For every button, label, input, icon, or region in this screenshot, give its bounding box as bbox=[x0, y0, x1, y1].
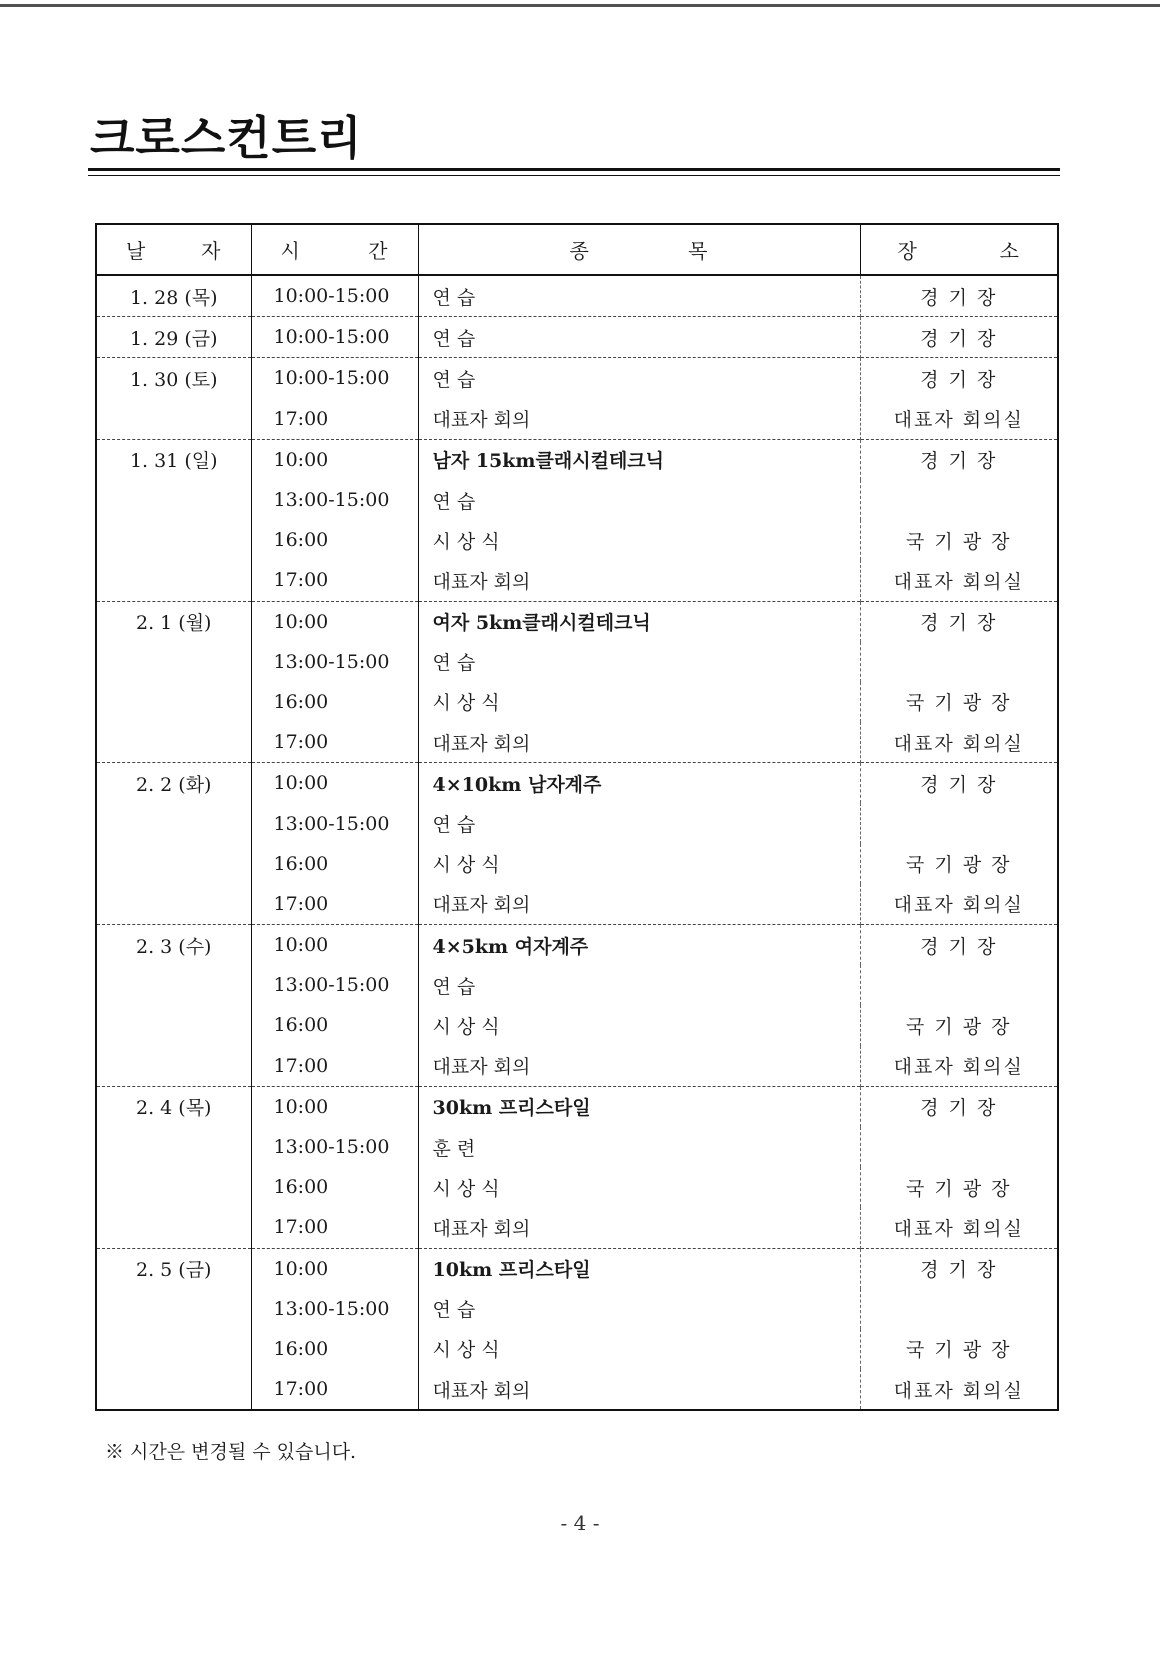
table-row bbox=[96, 358, 1058, 399]
row-time: 10:00-15:00 bbox=[251, 275, 418, 317]
row-event: 남자 15km클래시컬테크닉 bbox=[418, 439, 860, 480]
table-row bbox=[96, 439, 1058, 480]
row-place: 경 기 장 bbox=[860, 317, 1058, 358]
table-row bbox=[96, 1289, 1058, 1329]
row-event: 대표자 회의 bbox=[418, 1046, 860, 1087]
row-event: 대표자 회의 bbox=[418, 399, 860, 440]
row-time: 17:00 bbox=[251, 884, 418, 925]
row-event: 시 상 식 bbox=[418, 1005, 860, 1045]
row-date bbox=[96, 1167, 251, 1207]
row-time: 16:00 bbox=[251, 520, 418, 560]
table-row bbox=[96, 1046, 1058, 1087]
page-number: - 4 - bbox=[560, 1511, 600, 1535]
table-row bbox=[96, 1329, 1058, 1369]
header-date bbox=[96, 224, 251, 275]
row-place: 국 기 광 장 bbox=[905, 854, 1012, 877]
row-date: 2. 4 (목) bbox=[96, 1086, 251, 1127]
table-row bbox=[96, 642, 1058, 682]
row-date bbox=[96, 1207, 251, 1248]
table-row bbox=[96, 1207, 1058, 1248]
row-date bbox=[96, 642, 251, 682]
row-event: 10km 프리스타일 bbox=[418, 1248, 860, 1289]
row-event: 대표자 회의 bbox=[418, 722, 860, 763]
row-time: 17:00 bbox=[251, 560, 418, 601]
row-place bbox=[860, 1289, 1058, 1329]
row-date bbox=[96, 1329, 251, 1369]
row-date bbox=[96, 520, 251, 560]
row-date bbox=[96, 884, 251, 925]
table-row bbox=[96, 480, 1058, 520]
row-date: 2. 5 (금) bbox=[96, 1248, 251, 1289]
row-event: 30km 프리스타일 bbox=[418, 1086, 860, 1127]
row-place: 경 기 장 bbox=[860, 925, 1058, 966]
table-row bbox=[96, 844, 1058, 884]
row-place: 경 기 장 bbox=[860, 439, 1058, 480]
row-date bbox=[96, 722, 251, 763]
row-event: 대표자 회의 bbox=[418, 560, 860, 601]
row-date bbox=[96, 1046, 251, 1087]
header-time-char-1: 시 bbox=[280, 239, 301, 263]
row-place: 경 기 장 bbox=[860, 1086, 1058, 1127]
row-place bbox=[860, 480, 1058, 520]
row-event: 대표자 회의 bbox=[418, 884, 860, 925]
row-event: 대표자 회의 bbox=[418, 1369, 860, 1410]
row-date bbox=[96, 1369, 251, 1410]
row-date: 1. 30 (토) bbox=[96, 358, 251, 399]
row-date: 1. 28 (목) bbox=[96, 275, 251, 317]
row-date: 2. 3 (수) bbox=[96, 925, 251, 966]
schedule-table bbox=[95, 223, 1059, 1411]
table-row bbox=[96, 1005, 1058, 1045]
row-event: 연 습 bbox=[418, 642, 860, 682]
row-date bbox=[96, 560, 251, 601]
row-time: 16:00 bbox=[251, 1005, 418, 1045]
row-event: 연 습 bbox=[418, 480, 860, 520]
row-date bbox=[96, 480, 251, 520]
row-time: 10:00 bbox=[251, 1086, 418, 1127]
row-time: 13:00-15:00 bbox=[251, 965, 418, 1005]
row-date bbox=[96, 1127, 251, 1167]
row-date bbox=[96, 682, 251, 722]
row-time: 10:00 bbox=[251, 925, 418, 966]
table-row bbox=[96, 1369, 1058, 1410]
table-row bbox=[96, 1127, 1058, 1167]
row-time: 16:00 bbox=[251, 1167, 418, 1207]
table-row bbox=[96, 1248, 1058, 1289]
row-event: 4×5km 여자계주 bbox=[418, 925, 860, 966]
table-row bbox=[96, 1167, 1058, 1207]
title-rule-thick bbox=[88, 168, 1060, 171]
row-time: 16:00 bbox=[251, 682, 418, 722]
row-place: 대표자 회의실 bbox=[893, 570, 1024, 593]
row-event: 시 상 식 bbox=[418, 844, 860, 884]
row-event: 연 습 bbox=[418, 275, 860, 317]
header-event-char-1: 종 bbox=[569, 239, 590, 263]
row-place: 대표자 회의실 bbox=[893, 409, 1024, 432]
row-time: 10:00-15:00 bbox=[251, 358, 418, 399]
row-place: 대표자 회의실 bbox=[893, 732, 1024, 755]
row-time: 13:00-15:00 bbox=[251, 803, 418, 843]
row-time: 10:00 bbox=[251, 1248, 418, 1289]
row-event: 시 상 식 bbox=[418, 1329, 860, 1369]
row-date: 1. 29 (금) bbox=[96, 317, 251, 358]
row-time: 16:00 bbox=[251, 1329, 418, 1369]
row-place: 경 기 장 bbox=[860, 763, 1058, 804]
header-event bbox=[418, 224, 860, 275]
row-time: 17:00 bbox=[251, 722, 418, 763]
row-event: 시 상 식 bbox=[418, 682, 860, 722]
row-place: 대표자 회의실 bbox=[893, 894, 1024, 917]
row-date: 1. 31 (일) bbox=[96, 439, 251, 480]
header-date-char-1: 날 bbox=[126, 239, 147, 263]
row-event: 훈 련 bbox=[418, 1127, 860, 1167]
row-time: 17:00 bbox=[251, 1369, 418, 1410]
row-place: 국 기 광 장 bbox=[905, 692, 1012, 715]
row-event: 연 습 bbox=[418, 965, 860, 1005]
row-event: 4×10km 남자계주 bbox=[418, 763, 860, 804]
row-time: 13:00-15:00 bbox=[251, 642, 418, 682]
table-row bbox=[96, 275, 1058, 317]
table-row bbox=[96, 1086, 1058, 1127]
row-event: 연 습 bbox=[418, 358, 860, 399]
row-place bbox=[860, 803, 1058, 843]
row-time: 16:00 bbox=[251, 844, 418, 884]
header-date-char-2: 자 bbox=[201, 239, 222, 263]
row-place: 국 기 광 장 bbox=[905, 530, 1012, 553]
row-place bbox=[860, 642, 1058, 682]
schedule-note: ※ 시간은 변경될 수 있습니다. bbox=[105, 1441, 357, 1463]
row-date bbox=[96, 803, 251, 843]
table-row bbox=[96, 601, 1058, 642]
row-place: 국 기 광 장 bbox=[905, 1177, 1012, 1200]
row-event: 연 습 bbox=[418, 317, 860, 358]
row-event: 연 습 bbox=[418, 1289, 860, 1329]
row-place: 국 기 광 장 bbox=[905, 1339, 1012, 1362]
table-row bbox=[96, 682, 1058, 722]
row-date bbox=[96, 844, 251, 884]
table-row bbox=[96, 722, 1058, 763]
row-time: 10:00 bbox=[251, 601, 418, 642]
page-title: 크로스컨트리 bbox=[90, 111, 363, 165]
header-place-char-1: 장 bbox=[897, 239, 918, 263]
row-date: 2. 2 (화) bbox=[96, 763, 251, 804]
header-time-char-2: 간 bbox=[368, 239, 389, 263]
row-time: 10:00 bbox=[251, 763, 418, 804]
schedule-body bbox=[96, 275, 1058, 1410]
row-event: 대표자 회의 bbox=[418, 1207, 860, 1248]
top-rule bbox=[0, 4, 1160, 7]
row-place: 대표자 회의실 bbox=[893, 1056, 1024, 1079]
title-rule-thin bbox=[88, 175, 1060, 176]
row-place: 국 기 광 장 bbox=[905, 1015, 1012, 1038]
row-date bbox=[96, 399, 251, 440]
table-row bbox=[96, 560, 1058, 601]
row-time: 17:00 bbox=[251, 1207, 418, 1248]
row-time: 10:00-15:00 bbox=[251, 317, 418, 358]
row-event: 여자 5km클래시컬테크닉 bbox=[418, 601, 860, 642]
table-row bbox=[96, 803, 1058, 843]
row-time: 17:00 bbox=[251, 1046, 418, 1087]
row-time: 10:00 bbox=[251, 439, 418, 480]
row-date bbox=[96, 1289, 251, 1329]
row-place: 경 기 장 bbox=[860, 358, 1058, 399]
row-place: 대표자 회의실 bbox=[893, 1379, 1024, 1402]
row-time: 13:00-15:00 bbox=[251, 480, 418, 520]
table-row bbox=[96, 399, 1058, 440]
row-date: 2. 1 (월) bbox=[96, 601, 251, 642]
header-place bbox=[860, 224, 1058, 275]
row-place: 대표자 회의실 bbox=[893, 1217, 1024, 1240]
row-event: 시 상 식 bbox=[418, 520, 860, 560]
table-row bbox=[96, 925, 1058, 966]
row-time: 17:00 bbox=[251, 399, 418, 440]
table-row bbox=[96, 317, 1058, 358]
table-row bbox=[96, 965, 1058, 1005]
row-date bbox=[96, 1005, 251, 1045]
header-place-char-2: 소 bbox=[999, 239, 1020, 263]
table-row bbox=[96, 884, 1058, 925]
row-place bbox=[860, 1127, 1058, 1167]
header-time bbox=[251, 224, 418, 275]
row-event: 연 습 bbox=[418, 803, 860, 843]
row-time: 13:00-15:00 bbox=[251, 1289, 418, 1329]
row-place: 경 기 장 bbox=[860, 275, 1058, 317]
row-date bbox=[96, 965, 251, 1005]
row-event: 시 상 식 bbox=[418, 1167, 860, 1207]
row-place: 경 기 장 bbox=[860, 1248, 1058, 1289]
row-place bbox=[860, 965, 1058, 1005]
header-event-char-2: 목 bbox=[688, 239, 709, 263]
row-place: 경 기 장 bbox=[860, 601, 1058, 642]
table-header-row bbox=[96, 224, 1058, 275]
row-time: 13:00-15:00 bbox=[251, 1127, 418, 1167]
table-row bbox=[96, 520, 1058, 560]
table-row bbox=[96, 763, 1058, 804]
